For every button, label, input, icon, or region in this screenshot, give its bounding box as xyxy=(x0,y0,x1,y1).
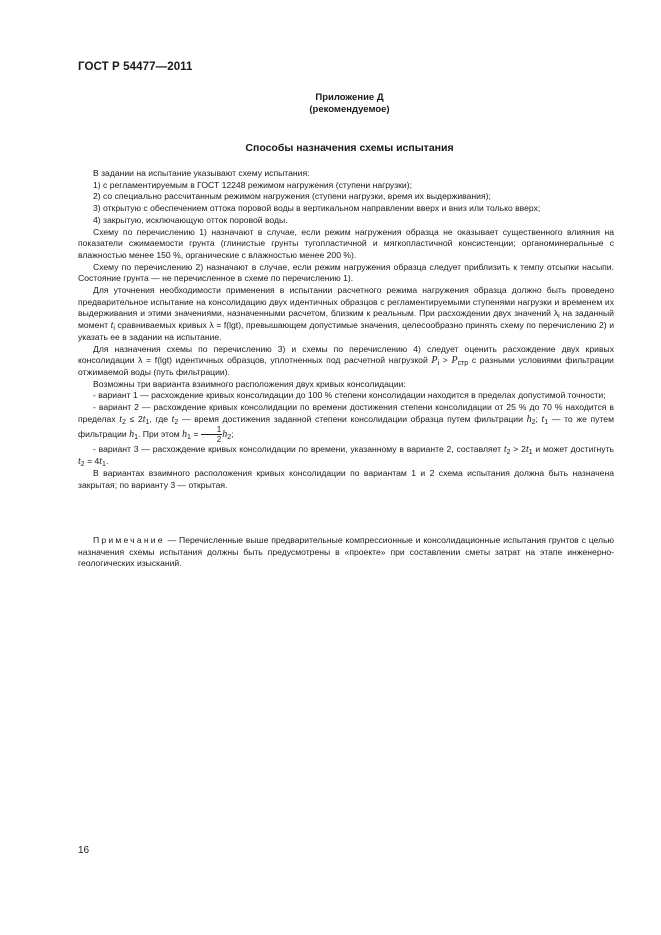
paragraph: В задании на испытание указывают схему испытания: xyxy=(93,168,310,178)
annex-title: Приложение Д xyxy=(315,92,384,103)
variant-item: - вариант 1 — расхождение кривых консолидации до 100 % степени консолидации находится в пределах допустимой точности; xyxy=(93,390,606,401)
list-item: 2) со специально рассчитанным режимом нагружения (ступени нагрузки, время их выдерживания); xyxy=(93,191,491,202)
standard-header: ГОСТ Р 54477—2011 xyxy=(78,61,193,73)
variant-item: - вариант 2 — расхождение кривых консолидации по времени достижения степени консолидации от 25 % до 70 % находится в пределах $t_2 \le 2t_1$, где $t_2$ — время достижения заданной степени консолидации образца путем фильтрации $h_2$; $t_1$ — то же путем фильтрации $h_1$. При этом $h_1$ = $\frac{1}{2}$ $h_2$; xyxy=(78,402,614,445)
list-item: 3) открытую с обеспечением оттока поровой воды в вертикальном направлении вверх и вниз или только вверх; xyxy=(93,203,541,214)
paragraph: Возможны три варианта взаимного расположения двух кривых консолидации: xyxy=(93,378,406,389)
note-text: — Перечисленные выше предварительные компрессионные и консолидационные испытания грунтов с целью назначения схемы испытания должны быть предусмотрены в «проекте» при составлении сметы затрат на этапе инженерно-геологических изысканий. xyxy=(78,535,614,569)
body-text xyxy=(78,168,614,491)
annex-heading xyxy=(0,92,661,116)
list-item: 4) закрытую, исключающую отток поровой воды. xyxy=(93,214,288,225)
note-label: Примечание xyxy=(93,535,165,545)
paragraph: Схему по перечислению 2) назначают в случае, если режим нагружения образца следует приблизить к темпу отсыпки насыпи. Состояние грунта — не перечисленное в схеме по перечислению 1). xyxy=(78,261,614,284)
annex-status: (рекомендуемое) xyxy=(309,104,390,115)
variant-item: - вариант 3 — расхождение кривых консолидации по времени, указанному в варианте 2, составляет $t_2 > 2t_1$ и может достигнуть $t_2 = 4t_1$. xyxy=(78,444,615,469)
paragraph: В вариантах взаимного расположения кривых консолидации по вариантам 1 и 2 схема испытания должна быть назначена закрытая; по варианту 3 — открытая. xyxy=(78,467,614,490)
page-number: 16 xyxy=(78,845,90,856)
note-block xyxy=(78,535,614,570)
paragraph: Схему по перечислению 1) назначают в случае, если режим нагружения образца не оказывает существенного влияния на показатели сжимаемости грунта (глинистые грунты тугопластичной и мягкопластичной консистенции; органоминеральные с влажностью менее 150 %, органические с влажностью менее 200 %). xyxy=(78,226,614,260)
list-item: 1) с регламентируемым в ГОСТ 12248 режимом нагружения (ступени нагрузки); xyxy=(93,179,412,190)
paragraph: Для назначения схемы по перечислению 3) и схемы по перечислению 4) следует оценить расхождение двух кривых консолидации λ = f(lgt) идентичных образцов, уплотненных под расчетной нагрузкой $P_i > P_{стр}$ с разными условиями фильтрации отжимаемой воды (путь фильтрации). xyxy=(78,343,614,377)
section-title: Способы назначения схемы испытания xyxy=(245,142,454,154)
fraction: $\frac{1}{2}$ xyxy=(201,425,222,444)
paragraph: Для уточнения необходимости применения в испытании расчетного режима нагружения образца должно быть проведено предварительное испытание на консолидацию двух идентичных образцов с регламентируемыми ступенями нагрузки и временем их выдерживания и этими значениями, назначенными расчетом, близким к реальным. При расхождении двух значений $\lambda_i$ на заданный момент $t_i$ сравниваемых кривых λ = f(lgt), превышающем допустимые значения, целесообразно принять схему по перечислению 2) и указать ее в задании на испытание. xyxy=(78,285,614,342)
